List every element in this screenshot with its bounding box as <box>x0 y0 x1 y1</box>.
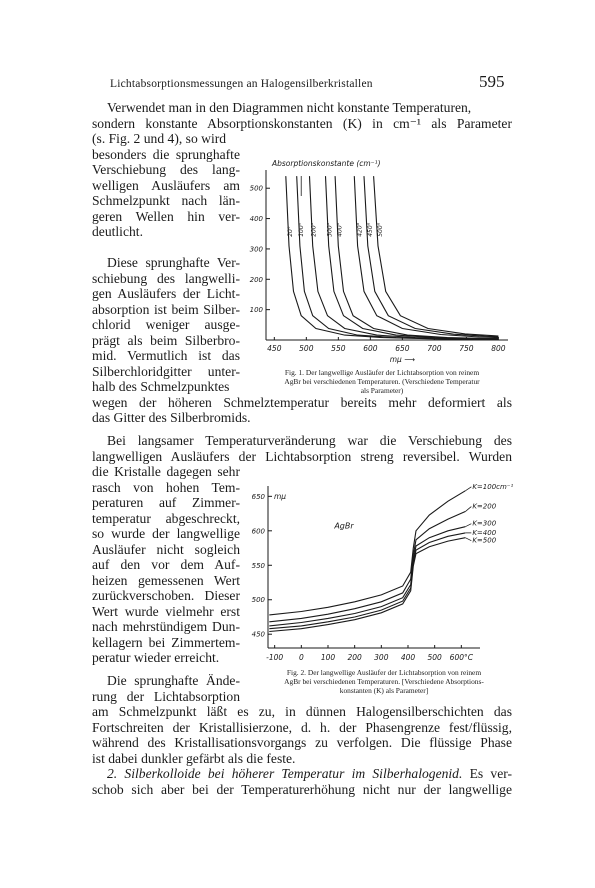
x-tick-label: 600 <box>363 344 378 353</box>
caption-line: Fig. 1. Der langwellige Ausläufer der Lichtabsorption von reinem <box>284 368 480 377</box>
text-line: auf den vor dem Auf- <box>92 557 240 572</box>
leader-line <box>465 507 471 512</box>
curve-label: K=400 <box>472 528 497 537</box>
curve-label: 420° <box>356 222 364 237</box>
text-line: prägt als beim Silberbro- <box>92 332 240 348</box>
series-line <box>326 176 499 339</box>
y-tick-label: 200 <box>249 275 263 284</box>
running-title: Lichtabsorptionsmessungen an Halogensilberkristallen <box>110 78 373 90</box>
x-tick-label: 750 <box>459 344 474 353</box>
curve-label: 20° <box>287 226 295 237</box>
text-line: Fortschreiten der Kristallisierzone, d. h. der Phasengrenze fest/flüssig, <box>92 719 512 735</box>
text-line: zurückverschoben. Dieser <box>92 588 240 603</box>
text-line: peraturen auf Zimmer- <box>92 495 240 510</box>
figure-2-caption <box>246 668 522 696</box>
text-line: ist dabei dunkler gefärbt als die feste. <box>92 750 296 766</box>
chart-annotation: AgBr <box>334 521 354 531</box>
text-line: schob sich aber bei der Temperaturerhöhung nicht nur der langwellige <box>92 781 512 797</box>
series-line <box>286 176 499 339</box>
y-tick-label: 600 <box>251 527 265 536</box>
x-tick-label: 550 <box>331 344 346 353</box>
section-2 <box>92 766 512 800</box>
text-line: halb des Schmelzpunktes <box>92 379 230 394</box>
y-tick-label: 500 <box>251 596 265 605</box>
x-tick-label: 400 <box>400 653 416 662</box>
series-line <box>364 176 498 337</box>
x-tick-label: 0 <box>298 653 304 662</box>
leader-line <box>465 538 471 541</box>
text-line: die Kristalle dagegen sehr <box>92 464 240 479</box>
text-line: Diese sprunghafte Ver- <box>107 255 240 270</box>
leader-line <box>465 487 471 491</box>
x-tick-label: 200 <box>347 653 362 662</box>
text-line: am Schmelzpunkt läßt es zu, in dünnen Halogensilberschichten das <box>92 704 512 719</box>
text-line: Wert wurde vielmehr erst <box>92 603 240 619</box>
series-line <box>374 176 499 336</box>
x-tick-label: 800 <box>491 344 506 353</box>
curve-label: 200° <box>310 222 318 237</box>
figure-2-chart <box>244 476 528 666</box>
series-line <box>354 176 498 338</box>
y-axis-label: Absorptionskonstante (cm⁻¹) <box>272 159 381 168</box>
text-line: das Gitter des Silberbromids. <box>92 410 251 425</box>
text-line: schiebung des langwelli- <box>92 270 240 286</box>
text-line: (s. Fig. 2 und 4), so wird <box>92 131 227 146</box>
x-axis-label: mμ ⟶ <box>389 355 415 364</box>
text-line: gen Ausläufers der Licht- <box>92 286 240 301</box>
x-tick-label: 500 <box>299 344 314 353</box>
x-tick-label: 700 <box>427 344 442 353</box>
section-2-first-line <box>107 766 512 782</box>
curve-label: 100° <box>297 222 305 237</box>
y-tick-label: 450 <box>251 630 265 639</box>
text-line: sondern konstante Absorptionskonstanten (K) in cm⁻¹ als Parameter <box>92 115 512 131</box>
text-line: rasch von hohen Tem- <box>92 479 240 495</box>
curve-label: K=200 <box>472 502 497 511</box>
caption-line: konstanten (K) als Parameter] <box>339 686 429 696</box>
y-tick-label: 400 <box>249 215 263 224</box>
text-line: deutlicht. <box>92 224 143 239</box>
curve-label: 400° <box>336 222 344 237</box>
series-line <box>269 512 465 622</box>
text-line: besonders die sprunghafte <box>92 146 240 162</box>
text-line: kellagern bei Zimmertem- <box>92 634 240 650</box>
x-tick-label: 300 <box>374 653 389 662</box>
y-tick-label: 100 <box>249 306 263 315</box>
text-line: während des Kristallisationsvorgangs zu verfolgen. Die flüssige Phase <box>92 735 512 750</box>
figure-1-chart <box>246 158 516 368</box>
figure-1-caption <box>244 368 520 396</box>
caption-line: als Parameter) <box>360 386 404 396</box>
series-line <box>269 527 465 626</box>
text-line: Verwendet man in den Diagrammen nicht konstante Temperaturen, <box>107 100 472 115</box>
series-line <box>269 491 465 615</box>
series-line <box>269 533 465 629</box>
text-line: Silberchloridgitter unter- <box>92 363 240 379</box>
y-tick-label: 550 <box>251 561 265 570</box>
text-line: Verschiebung des lang- <box>92 162 240 177</box>
text-line: Ausläufer nicht sogleich <box>92 541 240 557</box>
text-line: temperatur abgeschreckt, <box>92 510 240 526</box>
y-tick-label: 650 <box>251 492 265 501</box>
x-tick-label: 450 <box>267 344 282 353</box>
curve-label: K=100cm⁻¹ <box>472 482 514 491</box>
caption-line: Fig. 2. Der langwellige Ausläufer der Lichtabsorption von reinem <box>286 668 482 677</box>
text-line: peratur wieder erreicht. <box>92 650 220 665</box>
text-line: langwelligen Ausläufers der Lichtabsorption streng reversibel. Wurden <box>92 448 512 464</box>
text-line: rung der Lichtabsorption <box>92 688 240 704</box>
curve-label: 300° <box>326 222 334 237</box>
text-line: nach mehrstündigem Dun- <box>92 619 240 634</box>
y-axis-unit: mμ <box>274 491 287 501</box>
caption-line: AgBr bei verschiedenen Temperaturen. [Verschiedene Absorptions- <box>284 677 484 687</box>
text-line: Bei langsamer Temperaturveränderung war die Verschiebung des <box>107 433 512 448</box>
x-tick-label: 500 <box>427 653 442 662</box>
text-line: Schmelzpunkt nach län- <box>92 193 240 208</box>
caption-line: AgBr bei verschiedenen Temperaturen. (Verschiedene Temperatur <box>284 377 480 387</box>
section-2-lead: Es ver- <box>469 766 513 781</box>
text-line: heizen gemessenen Wert <box>92 572 240 588</box>
text-line: so wurde der langwellige <box>92 526 240 541</box>
y-tick-label: 500 <box>249 184 263 193</box>
curve-label: K=500 <box>472 536 497 545</box>
text-line: Die sprunghafte Ände- <box>107 673 240 688</box>
x-tick-label: 100 <box>320 653 336 662</box>
text-line: mid. Vermutlich ist das <box>92 348 240 363</box>
curve-label: 450° <box>366 222 374 237</box>
text-line: welligen Ausläufers am <box>92 177 240 193</box>
text-line: wegen der höheren Schmelztemperatur bereits mehr deformiert als <box>92 394 512 410</box>
section-2-title: Silberkolloide bei höherer Temperatur im Silberhalogenid. <box>124 766 463 781</box>
curve-label: K=300 <box>472 519 497 528</box>
curve-label: 500° <box>377 222 385 237</box>
series-line <box>310 176 499 339</box>
y-tick-label: 300 <box>249 245 263 254</box>
x-tick-label: -100 <box>266 653 284 662</box>
leader-line <box>465 524 471 527</box>
x-tick-label: 600°C <box>449 653 473 662</box>
text-line: chlorid weniger ausge- <box>92 317 240 332</box>
text-line: absorption ist beim Silber- <box>92 301 240 317</box>
series-line <box>269 538 465 632</box>
section-2-number: 2. <box>107 766 118 781</box>
text-line: geren Wellen hin ver- <box>92 208 240 224</box>
x-tick-label: 650 <box>395 344 410 353</box>
page-number: 595 <box>479 72 505 91</box>
